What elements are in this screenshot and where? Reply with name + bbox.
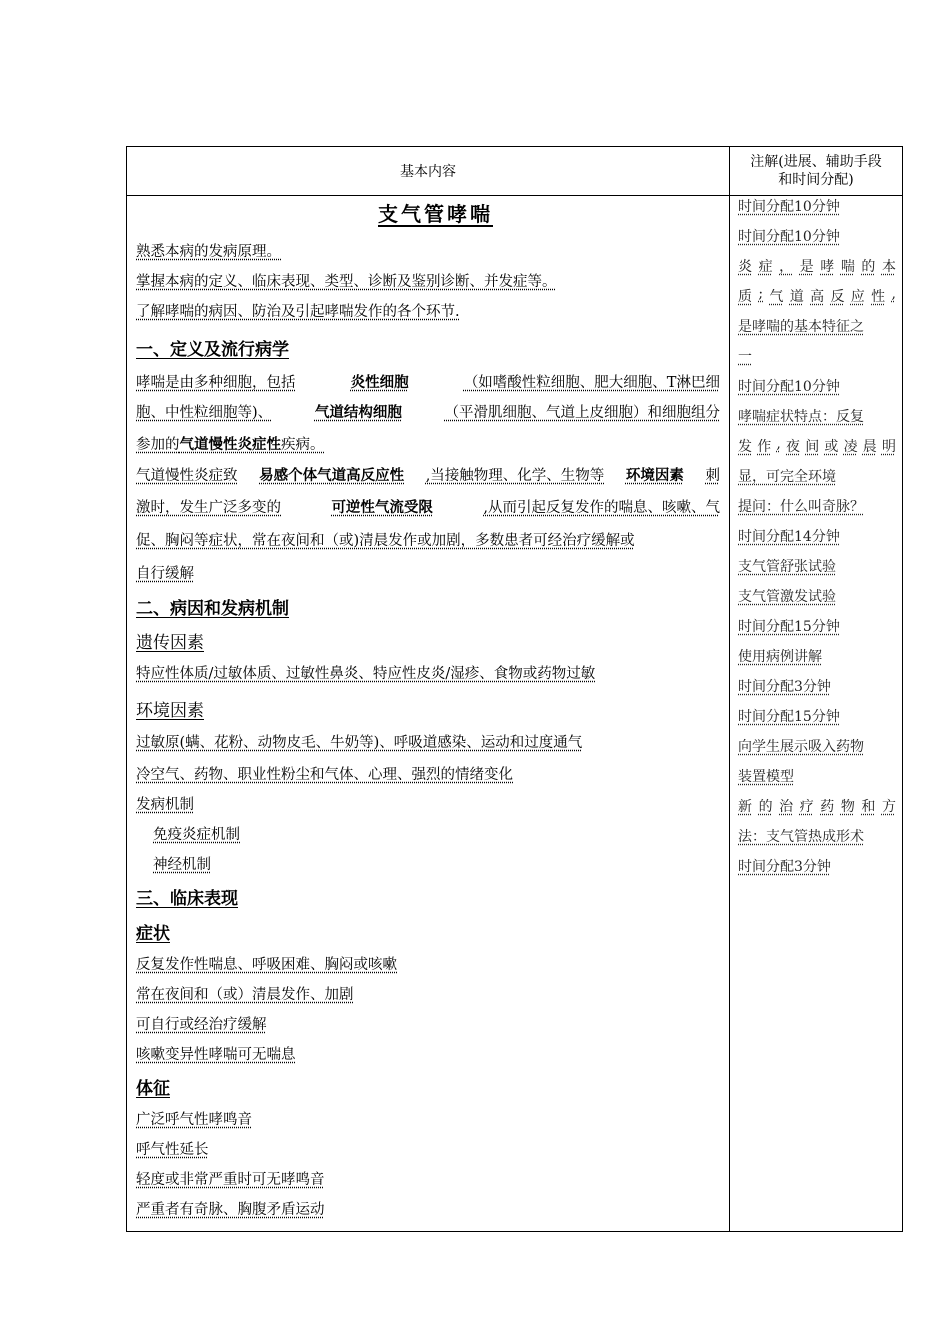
note-line: 支气管舒张试验 [738,559,836,575]
header-basic-content: 基本内容 [400,164,456,180]
mechanism-heading: 发病机制 [136,797,194,813]
definition-line-2 [136,401,720,422]
pathology-line-4: 自行缓解 [136,566,194,582]
genetic-heading: 遗传因素 [136,633,204,653]
note-line: 时间分配10分钟 [738,229,840,245]
note-line: 显，可完全环境 [738,469,836,485]
text-span: 参加的 [136,437,180,453]
definition-line-1 [136,371,720,392]
note-line: 时间分配10分钟 [738,199,840,215]
note-line: 炎 症 ， 是 哮 喘 的 本 [738,259,896,275]
header-notes: 注解(进展、辅助手段和时间分配) [750,154,882,188]
objective-2: 掌握本病的定义、临床表现、类型、诊断及鉴别诊断、并发症等。 [136,274,557,290]
objective-3: 了解哮喘的病因、防治及引起哮喘发作的各个环节. [136,304,460,320]
text-span: 气道慢性炎症致 [136,468,238,484]
sign-item: 广泛呼气性哮鸣音 [136,1112,252,1128]
note-line: 新 的 治 疗 药 物 和 方 [738,799,896,815]
note-line: 质 ; 气 道 高 反 应 性 , [738,286,896,305]
environment-text-1: 过敏原(螨、花粉、动物皮毛、牛奶等)、呼吸道感染、运动和过度通气 [136,735,583,751]
signs-heading: 体征 [136,1079,170,1099]
bold-term: 气道慢性炎症性 [179,437,281,453]
symptom-item: 反复发作性喘息、呼吸困难、胸闷或咳嗽 [136,957,397,973]
environment-heading: 环境因素 [136,701,204,721]
note-line: 时间分配3分钟 [738,859,831,875]
note-line: 支气管激发试验 [738,589,836,605]
note-line: 向学生展示吸入药物 [738,739,864,755]
bold-term: 炎性细胞 [350,375,409,391]
symptoms-heading: 症状 [136,924,170,944]
mechanism-item: 神经机制 [153,857,211,873]
sign-item: 严重者有奇脉、胸腹矛盾运动 [136,1202,325,1218]
genetic-text: 特应性体质/过敏体质、过敏性鼻炎、特应性皮炎/湿疹、食物或药物过敏 [136,666,596,682]
lesson-table [126,146,903,1232]
text-span: 哮喘是由多种细胞，包括 [136,375,296,391]
symptom-item: 可自行或经治疗缓解 [136,1017,267,1033]
environment-text-2: 冷空气、药物、职业性粉尘和气体、心理、强烈的情绪变化 [136,767,513,783]
note-line: 时间分配15分钟 [738,709,840,725]
note-line: 时间分配15分钟 [738,619,840,635]
bold-term: 可逆性气流受限 [331,500,433,516]
pathology-line-1 [136,464,720,485]
section-2-heading: 二、病因和发病机制 [136,599,289,619]
note-line: 是哮喘的基本特征之 [738,319,864,335]
column-divider [729,147,730,1231]
text-span: （如嗜酸性粒细胞、肥大细胞、T淋巴细 [463,375,720,391]
note-line: 法：支气管热成形术 [738,829,864,845]
document-title: 支气管哮喘 [378,202,493,226]
note-line: 提问：什么叫奇脉？ [738,499,864,515]
bold-term: 环境因素 [625,468,684,484]
definition-line-3 [136,433,325,454]
section-3-heading: 三、临床表现 [136,889,238,909]
bold-term: 气道结构细胞 [314,405,402,421]
note-line: 装置模型 [738,769,794,785]
note-line: 时间分配14分钟 [738,529,840,545]
section-1-heading: 一、定义及流行病学 [136,340,289,360]
note-line: 使用病例讲解 [738,649,822,665]
text-span: 胞、中性粒细胞等)、 [136,405,273,421]
note-line: 时间分配3分钟 [738,679,831,695]
sign-item: 呼气性延长 [136,1142,209,1158]
text-span: ,当接触物理、化学、生物等 [425,468,605,484]
symptom-item: 常在夜间和（或）清晨发作、加剧 [136,987,354,1003]
sign-item: 轻度或非常严重时可无哮鸣音 [136,1172,325,1188]
text-span: 疾病。 [281,437,325,453]
bold-term: 易感个体气道高反应性 [259,468,405,484]
objective-1: 熟悉本病的发病原理。 [136,244,281,260]
text-span: 刺 [705,468,720,484]
text-span: ,从而引起反复发作的喘息、咳嗽、气 [483,500,720,516]
note-line: 发 作 , 夜 间 或 凌 晨 明 [738,436,896,455]
text-span: 激时，发生广泛多变的 [136,500,281,516]
pathology-line-2 [136,496,720,517]
note-line: 哮喘症状特点：反复 [738,409,864,425]
note-line: 一 [738,349,752,365]
mechanism-item: 免疫炎症机制 [153,827,240,843]
symptom-item: 咳嗽变异性哮喘可无喘息 [136,1047,296,1063]
note-line: 时间分配10分钟 [738,379,840,395]
text-span: （平滑肌细胞、气道上皮细胞）和细胞组分 [444,405,720,421]
pathology-line-3: 促、胸闷等症状，常在夜间和（或)清晨发作或加剧，多数患者可经治疗缓解或 [136,533,635,549]
